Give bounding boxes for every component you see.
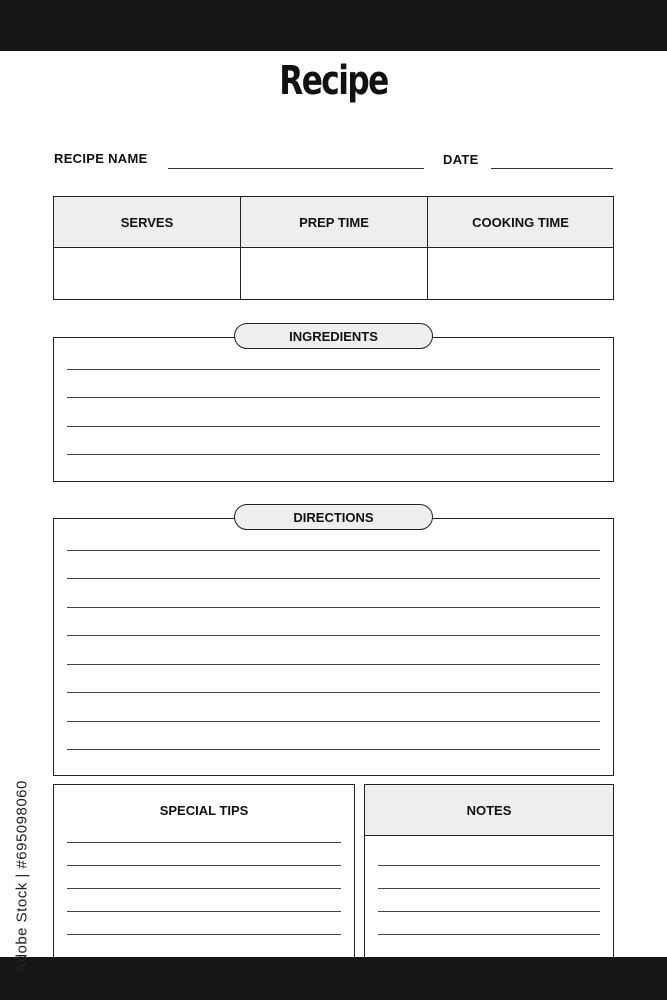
top-frame-bar <box>0 0 667 51</box>
directions-writing-line[interactable] <box>67 692 600 693</box>
ingredients-heading: INGREDIENTS <box>234 323 433 349</box>
directions-writing-line[interactable] <box>67 635 600 636</box>
cooking-time-header: COOKING TIME <box>428 197 613 248</box>
date-field[interactable] <box>491 168 613 169</box>
recipe-name-field[interactable] <box>168 168 424 169</box>
notes-writing-line[interactable] <box>378 888 600 889</box>
directions-writing-line[interactable] <box>67 550 600 551</box>
directions-writing-line[interactable] <box>67 664 600 665</box>
notes-writing-line[interactable] <box>378 865 600 866</box>
date-label: DATE <box>443 152 479 167</box>
bottom-frame-bar <box>0 957 667 1000</box>
special-tips-writing-line[interactable] <box>67 842 341 843</box>
directions-writing-line[interactable] <box>67 578 600 579</box>
prep-time-header: PREP TIME <box>241 197 428 248</box>
cooking-time-cell[interactable] <box>428 248 613 299</box>
notes-writing-line[interactable] <box>378 934 600 935</box>
special-tips-writing-line[interactable] <box>67 888 341 889</box>
special-tips-box <box>53 784 355 959</box>
directions-heading: DIRECTIONS <box>234 504 433 530</box>
directions-box <box>53 518 614 776</box>
prep-time-cell[interactable] <box>241 248 428 299</box>
ingredients-writing-line[interactable] <box>67 369 600 370</box>
serves-header: SERVES <box>54 197 241 248</box>
ingredients-writing-line[interactable] <box>67 397 600 398</box>
recipe-name-label: RECIPE NAME <box>54 151 148 166</box>
notes-heading: NOTES <box>365 785 613 836</box>
notes-writing-line[interactable] <box>378 911 600 912</box>
special-tips-writing-line[interactable] <box>67 911 341 912</box>
special-tips-writing-line[interactable] <box>67 934 341 935</box>
page-title: Recipe <box>279 58 388 104</box>
ingredients-writing-line[interactable] <box>67 454 600 455</box>
stock-id-text: Adobe Stock | #695098060 <box>13 780 31 973</box>
serves-cell[interactable] <box>54 248 241 299</box>
special-tips-heading: SPECIAL TIPS <box>159 803 249 818</box>
directions-writing-line[interactable] <box>67 721 600 722</box>
directions-writing-line[interactable] <box>67 749 600 750</box>
directions-writing-line[interactable] <box>67 607 600 608</box>
notes-box <box>364 784 614 959</box>
special-tips-writing-line[interactable] <box>67 865 341 866</box>
ingredients-box <box>53 337 614 482</box>
recipe-info-table <box>53 196 614 300</box>
ingredients-writing-line[interactable] <box>67 426 600 427</box>
